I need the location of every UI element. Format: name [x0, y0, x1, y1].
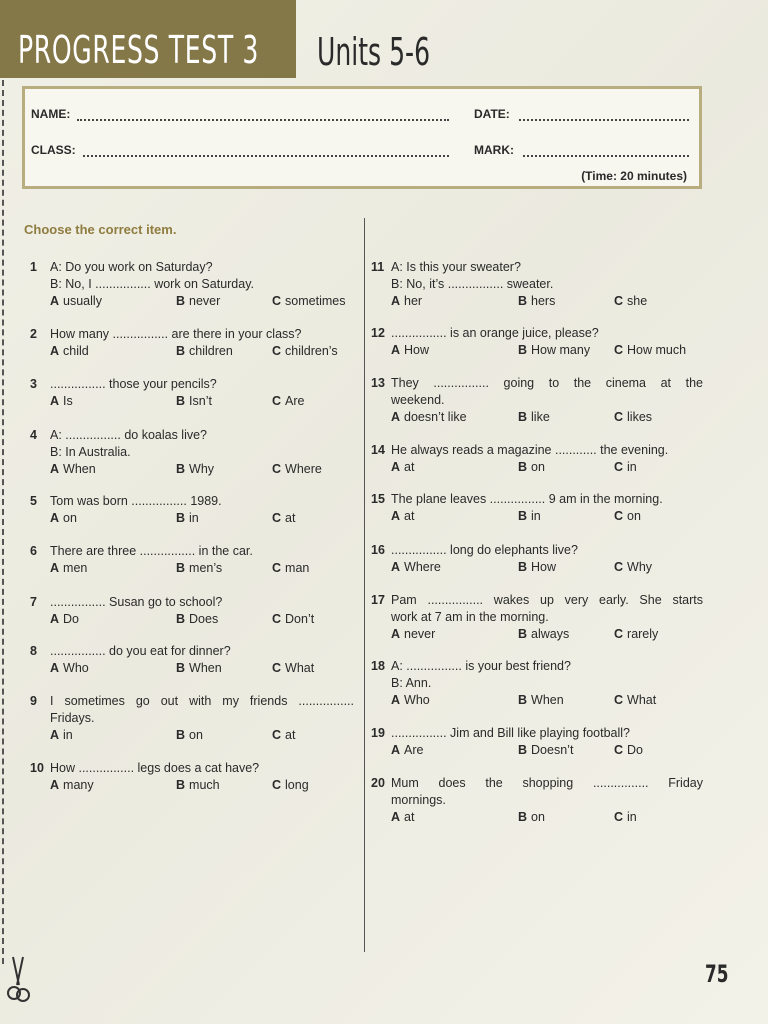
- answer-options: [391, 508, 663, 525]
- answer-options: [391, 809, 703, 826]
- option-a[interactable]: [50, 560, 87, 577]
- question-text-line: They ................ going to the cinema at the: [391, 376, 703, 390]
- option-b[interactable]: [176, 343, 233, 360]
- option-c[interactable]: [272, 343, 338, 360]
- option-text: What: [285, 661, 315, 675]
- option-letter: B: [176, 778, 186, 792]
- option-letter: B: [518, 410, 528, 424]
- option-text: in: [531, 509, 541, 523]
- question-text-line: There are three ................ in the car.: [50, 544, 253, 558]
- question-text-line: work at 7 am in the morning.: [391, 610, 549, 624]
- answer-options: [50, 777, 309, 794]
- question-text-line: B: Ann.: [391, 676, 432, 690]
- option-letter: A: [50, 344, 60, 358]
- option-b[interactable]: [518, 508, 541, 525]
- option-letter: B: [518, 743, 528, 757]
- question-body: [391, 542, 653, 576]
- option-text: doesn’t like: [404, 410, 467, 424]
- question-body: [50, 643, 315, 677]
- option-a[interactable]: [50, 293, 102, 310]
- question-text-line: ................ Jim and Bill like playing football?: [391, 726, 630, 740]
- option-b[interactable]: [518, 459, 545, 476]
- option-b[interactable]: [518, 293, 555, 310]
- answer-options: [50, 727, 354, 744]
- option-text: How much: [627, 343, 687, 357]
- question-number: 2: [30, 327, 37, 341]
- option-text: Isn’t: [189, 394, 212, 408]
- option-letter: C: [614, 627, 624, 641]
- mark-label: MARK:: [474, 143, 514, 157]
- option-letter: B: [518, 460, 528, 474]
- option-text: man: [285, 561, 310, 575]
- question-text-line: He always reads a magazine ............ the evening.: [391, 443, 669, 457]
- option-a[interactable]: [391, 559, 441, 576]
- option-text: When: [63, 462, 96, 476]
- option-a[interactable]: [391, 459, 414, 476]
- option-letter: C: [272, 394, 282, 408]
- option-text: child: [63, 344, 89, 358]
- question-text-line: I sometimes go out with my friends ................: [50, 694, 354, 708]
- option-letter: B: [176, 462, 186, 476]
- class-label: CLASS:: [31, 143, 76, 157]
- question-text-line: ................ those your pencils?: [50, 377, 217, 391]
- option-letter: C: [614, 743, 624, 757]
- option-letter: C: [272, 561, 282, 575]
- option-text: like: [531, 410, 550, 424]
- option-text: Does: [189, 612, 219, 626]
- option-a[interactable]: [391, 409, 467, 426]
- question-body: [391, 325, 687, 359]
- option-b[interactable]: [518, 626, 569, 643]
- question-text-line: B: No, I ................ work on Saturday.: [50, 277, 255, 291]
- question-body: [391, 259, 648, 310]
- option-text: usually: [63, 294, 102, 308]
- question-body: [50, 326, 338, 360]
- date-field[interactable]: [519, 119, 689, 121]
- question-text-line: ................ long do elephants live?: [391, 543, 578, 557]
- option-letter: C: [614, 560, 624, 574]
- option-text: Why: [189, 462, 215, 476]
- option-text: always: [531, 627, 570, 641]
- option-text: much: [189, 778, 220, 792]
- option-c[interactable]: [272, 727, 295, 744]
- option-c[interactable]: [272, 461, 322, 478]
- option-text: her: [404, 294, 423, 308]
- option-letter: A: [50, 778, 60, 792]
- option-text: long: [285, 778, 309, 792]
- question-number: 14: [371, 443, 385, 457]
- option-letter: B: [176, 612, 186, 626]
- option-c[interactable]: [272, 510, 295, 527]
- question-text-line: ................ do you eat for dinner?: [50, 644, 231, 658]
- question-body: [50, 259, 346, 310]
- option-text: sometimes: [285, 294, 346, 308]
- option-letter: A: [391, 343, 401, 357]
- name-label: NAME:: [31, 107, 71, 121]
- option-letter: B: [176, 294, 186, 308]
- option-text: on: [63, 511, 77, 525]
- option-letter: A: [391, 743, 401, 757]
- question-text-line: How many ................ are there in your class?: [50, 327, 302, 341]
- answer-options: [391, 559, 653, 576]
- option-a[interactable]: [50, 343, 89, 360]
- option-letter: C: [614, 693, 624, 707]
- option-b[interactable]: [518, 742, 573, 759]
- option-letter: C: [614, 343, 624, 357]
- question-body: [391, 658, 657, 709]
- option-letter: C: [272, 778, 282, 792]
- option-letter: A: [50, 561, 60, 575]
- question-text-line: ................ Susan go to school?: [50, 595, 223, 609]
- answer-options: [50, 660, 315, 677]
- option-text: Is: [63, 394, 73, 408]
- option-letter: C: [272, 728, 282, 742]
- option-c[interactable]: [614, 342, 686, 359]
- page-title: PROGRESS TEST 3: [18, 28, 260, 72]
- option-b[interactable]: [518, 409, 550, 426]
- option-c[interactable]: [272, 560, 309, 577]
- option-letter: A: [50, 728, 60, 742]
- option-c[interactable]: [614, 692, 656, 709]
- option-text: never: [189, 294, 221, 308]
- answer-options: [391, 626, 703, 643]
- question-number: 4: [30, 428, 37, 442]
- option-c[interactable]: [272, 393, 304, 410]
- option-text: at: [404, 810, 415, 824]
- option-c[interactable]: [614, 409, 652, 426]
- option-b[interactable]: [176, 660, 222, 677]
- answer-options: [50, 611, 315, 628]
- answer-options: [50, 393, 305, 410]
- option-letter: A: [50, 394, 60, 408]
- question-number: 18: [371, 659, 385, 673]
- option-b[interactable]: [176, 393, 212, 410]
- option-letter: B: [518, 509, 528, 523]
- question-body: [50, 493, 296, 527]
- option-letter: B: [518, 693, 528, 707]
- option-text: on: [531, 810, 545, 824]
- option-c[interactable]: [614, 459, 637, 476]
- question-body: [50, 594, 315, 628]
- option-text: Why: [627, 560, 653, 574]
- question-number: 5: [30, 494, 37, 508]
- answer-options: [50, 510, 296, 527]
- option-letter: B: [518, 810, 528, 824]
- question-number: 19: [371, 726, 385, 740]
- option-letter: A: [391, 627, 401, 641]
- question-text-line: B: No, it’s ................ sweater.: [391, 277, 554, 291]
- option-text: in: [627, 810, 637, 824]
- question-number: 20: [371, 776, 385, 790]
- question-number: 15: [371, 492, 385, 506]
- question-body: [391, 592, 703, 643]
- option-letter: A: [391, 509, 401, 523]
- class-field[interactable]: [83, 155, 449, 157]
- option-b[interactable]: [518, 692, 564, 709]
- option-a[interactable]: [391, 742, 423, 759]
- question-body: [50, 693, 354, 744]
- option-b[interactable]: [518, 559, 556, 576]
- question-body: [391, 491, 663, 525]
- option-text: How many: [531, 343, 591, 357]
- question-text-line: A: ................ is your best friend?: [391, 659, 571, 673]
- page-number: 75: [705, 960, 729, 988]
- option-b[interactable]: [176, 293, 220, 310]
- option-text: at: [404, 460, 415, 474]
- option-text: on: [189, 728, 203, 742]
- question-number: 13: [371, 376, 385, 390]
- option-letter: A: [391, 460, 401, 474]
- option-letter: A: [391, 410, 401, 424]
- option-text: Are: [404, 743, 424, 757]
- option-letter: B: [176, 394, 186, 408]
- question-number: 6: [30, 544, 37, 558]
- answer-options: [391, 409, 703, 426]
- option-text: she: [627, 294, 648, 308]
- question-number: 8: [30, 644, 37, 658]
- answer-options: [391, 342, 687, 359]
- option-letter: A: [50, 661, 60, 675]
- question-body: [50, 376, 305, 410]
- option-letter: B: [518, 627, 528, 641]
- option-a[interactable]: [50, 611, 79, 628]
- option-a[interactable]: [50, 510, 77, 527]
- option-text: When: [189, 661, 222, 675]
- answer-options: [50, 560, 310, 577]
- option-c[interactable]: [614, 742, 643, 759]
- option-c[interactable]: [272, 777, 309, 794]
- option-b[interactable]: [176, 461, 214, 478]
- question-text-line: A: ................ do koalas live?: [50, 428, 208, 442]
- option-text: Do: [63, 612, 80, 626]
- option-text: Are: [285, 394, 305, 408]
- question-body: [391, 375, 703, 426]
- option-letter: C: [614, 460, 624, 474]
- question-text-line: A: Do you work on Saturday?: [50, 260, 213, 274]
- option-text: How: [531, 560, 557, 574]
- question-number: 7: [30, 595, 37, 609]
- option-a[interactable]: [391, 692, 430, 709]
- option-c[interactable]: [272, 611, 314, 628]
- option-letter: C: [272, 294, 282, 308]
- option-letter: C: [614, 410, 624, 424]
- student-info-box: [22, 86, 702, 189]
- option-text: Where: [285, 462, 322, 476]
- answer-options: [391, 459, 668, 476]
- option-text: men: [63, 561, 88, 575]
- question-number: 17: [371, 593, 385, 607]
- option-a[interactable]: [391, 626, 435, 643]
- option-letter: B: [176, 728, 186, 742]
- question-text-line: ................ is an orange juice, please?: [391, 326, 599, 340]
- option-letter: C: [272, 511, 282, 525]
- question-number: 3: [30, 377, 37, 391]
- option-a[interactable]: [50, 660, 89, 677]
- option-text: hers: [531, 294, 556, 308]
- option-letter: B: [518, 294, 528, 308]
- question-body: [391, 725, 644, 759]
- option-a[interactable]: [50, 727, 73, 744]
- option-text: What: [627, 693, 657, 707]
- option-c[interactable]: [614, 809, 637, 826]
- option-letter: C: [272, 661, 282, 675]
- option-b[interactable]: [176, 727, 203, 744]
- option-text: children: [189, 344, 233, 358]
- option-text: many: [63, 778, 94, 792]
- option-c[interactable]: [614, 626, 658, 643]
- option-b[interactable]: [176, 777, 220, 794]
- answer-options: [50, 343, 338, 360]
- units-subtitle: Units 5-6: [317, 30, 431, 74]
- option-text: in: [627, 460, 637, 474]
- question-body: [50, 543, 310, 577]
- option-text: Don’t: [285, 612, 315, 626]
- option-b[interactable]: [176, 560, 222, 577]
- scissors-icon: [4, 955, 32, 1005]
- option-text: Who: [404, 693, 430, 707]
- option-letter: A: [391, 294, 401, 308]
- option-b[interactable]: [518, 342, 590, 359]
- question-text-line: A: Is this your sweater?: [391, 260, 521, 274]
- option-a[interactable]: [50, 393, 73, 410]
- option-text: men’s: [189, 561, 223, 575]
- option-text: Doesn’t: [531, 743, 574, 757]
- question-text-line: The plane leaves ................ 9 am in the morning.: [391, 492, 663, 506]
- question-number: 1: [30, 260, 37, 274]
- question-text-line: Pam ................ wakes up very early. She starts: [391, 593, 703, 607]
- option-text: likes: [627, 410, 653, 424]
- option-c[interactable]: [272, 660, 314, 677]
- option-text: at: [285, 511, 296, 525]
- option-text: Do: [627, 743, 644, 757]
- option-text: at: [404, 509, 415, 523]
- question-body: [391, 775, 703, 826]
- option-text: on: [531, 460, 545, 474]
- answer-options: [391, 692, 657, 709]
- answer-options: [391, 293, 648, 310]
- option-letter: A: [391, 560, 401, 574]
- option-c[interactable]: [614, 559, 652, 576]
- answer-options: [50, 293, 346, 310]
- question-text-line: Mum does the shopping ................ Friday: [391, 776, 703, 790]
- option-letter: C: [272, 462, 282, 476]
- option-a[interactable]: [391, 293, 422, 310]
- time-limit: (Time: 20 minutes): [581, 169, 687, 183]
- question-number: 12: [371, 326, 385, 340]
- option-c[interactable]: [614, 293, 647, 310]
- answer-options: [50, 461, 322, 478]
- name-field[interactable]: [77, 119, 449, 121]
- option-letter: B: [176, 661, 186, 675]
- option-text: in: [63, 728, 73, 742]
- column-divider: [364, 218, 365, 952]
- question-body: [50, 760, 309, 794]
- option-letter: B: [176, 344, 186, 358]
- option-text: children’s: [285, 344, 338, 358]
- question-text-line: B: In Australia.: [50, 445, 131, 459]
- cut-line: [2, 80, 4, 964]
- option-letter: A: [50, 612, 60, 626]
- date-label: DATE:: [474, 107, 510, 121]
- option-letter: C: [272, 344, 282, 358]
- option-text: on: [627, 509, 641, 523]
- option-text: never: [404, 627, 436, 641]
- option-letter: A: [391, 810, 401, 824]
- option-letter: C: [614, 509, 624, 523]
- answer-options: [391, 742, 644, 759]
- option-a[interactable]: [50, 461, 96, 478]
- option-b[interactable]: [518, 809, 545, 826]
- question-body: [50, 427, 322, 478]
- option-letter: A: [50, 294, 60, 308]
- option-letter: B: [518, 560, 528, 574]
- option-letter: A: [50, 462, 60, 476]
- option-b[interactable]: [176, 611, 218, 628]
- option-text: at: [285, 728, 296, 742]
- option-text: How: [404, 343, 430, 357]
- question-text-line: Fridays.: [50, 711, 95, 725]
- question-number: 11: [371, 260, 385, 274]
- option-text: rarely: [627, 627, 659, 641]
- option-letter: B: [176, 561, 186, 575]
- question-number: 16: [371, 543, 385, 557]
- question-text-line: Tom was born ................ 1989.: [50, 494, 222, 508]
- option-letter: C: [614, 294, 624, 308]
- option-b[interactable]: [176, 510, 199, 527]
- question-number: 10: [30, 761, 44, 775]
- option-letter: B: [176, 511, 186, 525]
- option-text: Who: [63, 661, 89, 675]
- option-text: Where: [404, 560, 441, 574]
- question-number: 9: [30, 694, 37, 708]
- option-a[interactable]: [391, 508, 414, 525]
- option-letter: B: [518, 343, 528, 357]
- question-body: [391, 442, 668, 476]
- option-letter: A: [391, 693, 401, 707]
- instruction: Choose the correct item.: [24, 222, 177, 237]
- question-text-line: How ................ legs does a cat have?: [50, 761, 260, 775]
- option-a[interactable]: [391, 342, 429, 359]
- option-a[interactable]: [50, 777, 94, 794]
- option-letter: C: [614, 810, 624, 824]
- option-a[interactable]: [391, 809, 414, 826]
- option-letter: A: [50, 511, 60, 525]
- option-letter: C: [272, 612, 282, 626]
- option-c[interactable]: [614, 508, 641, 525]
- question-text-line: weekend.: [391, 393, 445, 407]
- question-text-line: mornings.: [391, 793, 446, 807]
- option-c[interactable]: [272, 293, 345, 310]
- option-text: When: [531, 693, 564, 707]
- option-text: in: [189, 511, 199, 525]
- mark-field[interactable]: [523, 155, 689, 157]
